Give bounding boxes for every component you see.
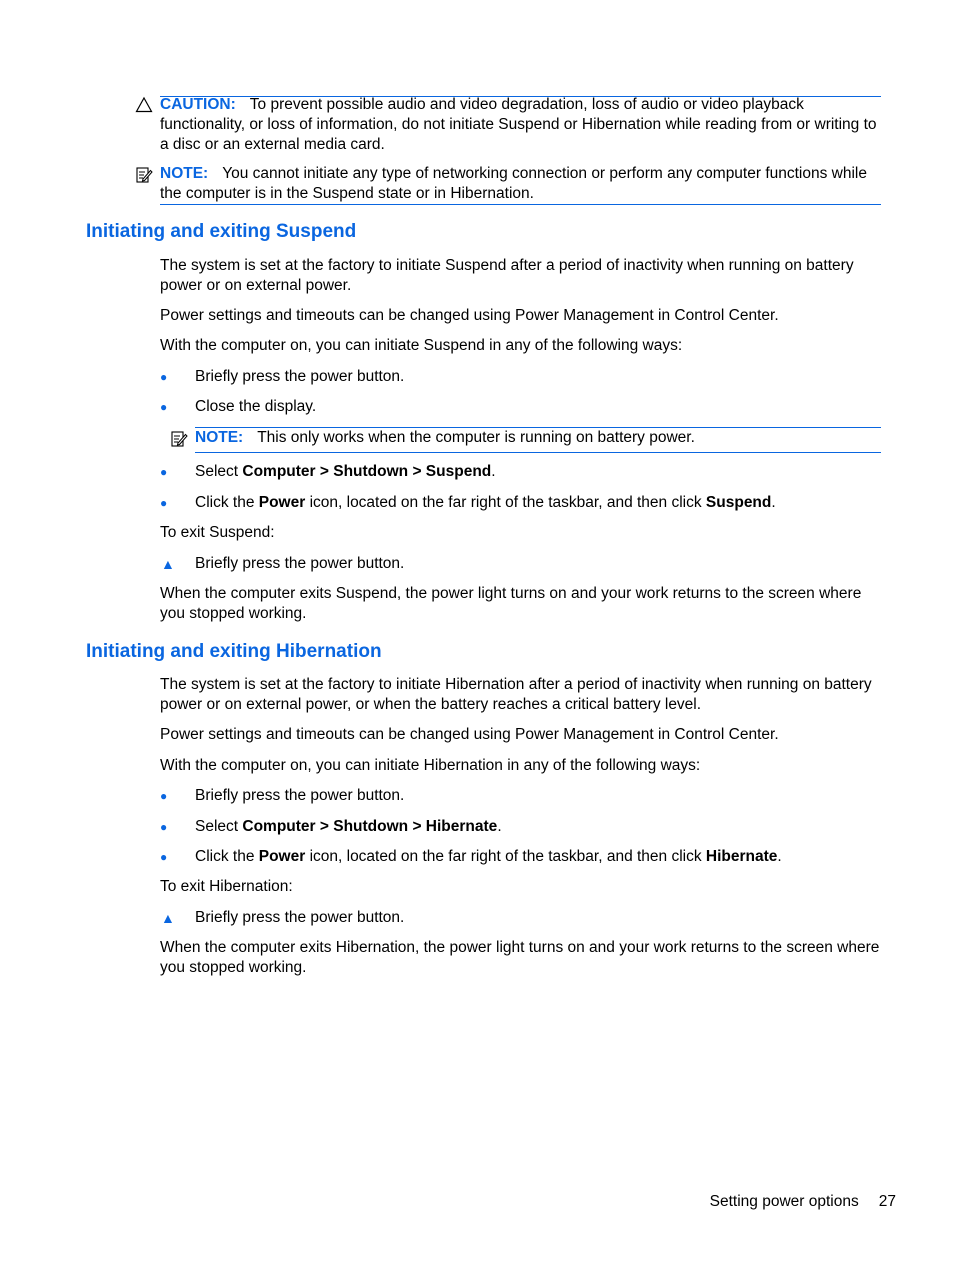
hb2-post: . [497,818,502,835]
note-icon [170,430,188,448]
bullet-marker: ● [160,465,168,479]
b3-pre: Select [195,463,243,480]
hibernation-bullet-2 [195,817,502,837]
b4-post: . [771,494,776,511]
hibernation-p3: With the computer on, you can initiate Hibernation in any of the following ways: [160,757,701,774]
hibernation-exit-step: Briefly press the power button. [195,909,405,926]
hb3-pre: Click the [195,848,259,865]
suspend-exit-step: Briefly press the power button. [195,555,405,572]
caution-paragraph [160,95,881,155]
b3-bold: Computer > Shutdown > Suspend [242,463,492,480]
hibernation-bullet-1: Briefly press the power button. [195,787,405,804]
suspend-p1: The system is set at the factory to initiate Suspend after a period of inactivity when running on battery power or on external power. [160,257,854,294]
hb2-bold: Computer > Shutdown > Hibernate [242,818,498,835]
inner-note-paragraph [195,428,695,448]
hb3-post: . [777,848,782,865]
page-number: 27 [878,1193,896,1210]
note-label: NOTE: [160,165,209,182]
bullet-marker: ● [160,370,168,384]
bullet-marker: ● [160,850,168,864]
suspend-bullet-3 [195,462,496,482]
hibernation-p2: Power settings and timeouts can be changed using Power Management in Control Center. [160,726,779,743]
step-marker: ▲ [161,910,175,926]
b4-mid: icon, located on the far right of the taskbar, and then click [305,494,706,511]
b4-bold2: Suspend [705,494,772,511]
hb3-mid: icon, located on the far right of the taskbar, and then click [305,848,706,865]
b3-post: . [491,463,496,480]
suspend-exit-intro: To exit Suspend: [160,524,275,541]
hibernation-heading: Initiating and exiting Hibernation [86,641,382,662]
suspend-exit-text: When the computer exits Suspend, the power light turns on and your work returns to the screen where you stopped working. [160,585,862,622]
suspend-p2: Power settings and timeouts can be changed using Power Management in Control Center. [160,307,779,324]
bullet-marker: ● [160,820,168,834]
b4-pre: Click the [195,494,259,511]
note-label: NOTE: [195,429,244,446]
caution-text: To prevent possible audio and video degradation, loss of audio or video playback functionality, or loss of information, do not initiate Suspend or Hibernation while reading from or writing to a disc or an external media card. [160,96,877,153]
footer-section: Setting power options [709,1193,859,1210]
hb2-pre: Select [195,818,243,835]
suspend-heading: Initiating and exiting Suspend [86,221,357,242]
step-marker: ▲ [161,556,175,572]
bullet-marker: ● [160,400,168,414]
page-footer [710,1192,896,1212]
note-text: This only works when the computer is running on battery power. [257,429,695,446]
caution-icon [135,96,153,114]
hibernation-exit-text: When the computer exits Hibernation, the power light turns on and your work returns to the screen where you stopped working. [160,939,880,976]
note-text: You cannot initiate any type of networking connection or perform any computer functions while the computer is in the Suspend state or in Hibernation. [160,165,867,202]
hibernation-bullet-3 [195,847,782,867]
hibernation-exit-intro: To exit Hibernation: [160,878,293,895]
suspend-bullet-2: Close the display. [195,398,317,415]
note-icon [135,166,153,184]
bullet-marker: ● [160,789,168,803]
hibernation-p1: The system is set at the factory to initiate Hibernation after a period of inactivity when running on battery power or on external power, or when the battery reaches a critical battery level. [160,676,872,713]
hb3-bold1: Power [258,848,306,865]
caution-label: CAUTION: [160,96,236,113]
note-paragraph [160,164,881,204]
note-bottom-rule [160,204,881,205]
b4-bold1: Power [258,494,306,511]
hb3-bold2: Hibernate [705,848,778,865]
suspend-bullet-4 [195,493,776,513]
suspend-bullet-1: Briefly press the power button. [195,368,405,385]
bullet-marker: ● [160,496,168,510]
suspend-p3: With the computer on, you can initiate Suspend in any of the following ways: [160,337,683,354]
